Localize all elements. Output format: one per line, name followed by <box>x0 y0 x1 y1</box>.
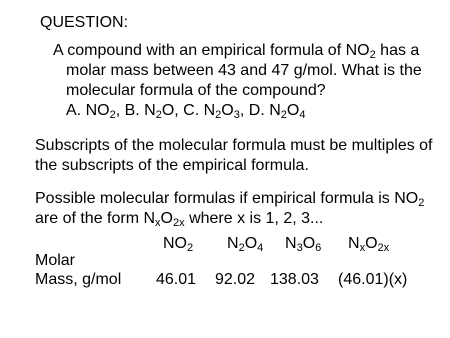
table-header-nxo2x: $N_xO_{2x}$ <box>348 235 390 254</box>
question-line-2: molar mass between 43 and 47 g/mol. What is the <box>66 62 422 79</box>
question-line-3: molecular formula of the compound? <box>66 82 326 99</box>
rule-line-1: Subscripts of the molecular formula must be multiples of <box>35 137 433 154</box>
rule-line-2: the subscripts of the empirical formula. <box>35 157 309 174</box>
value-n3o6: 138.03 <box>270 271 319 288</box>
option-a: A. $NO_2$ <box>66 102 116 121</box>
value-nxo2x: (46.01)(x) <box>338 271 408 288</box>
option-b: , B. $N_2O$, <box>115 102 179 121</box>
question-heading: QUESTION: <box>40 14 129 31</box>
value-n2o4: 92.02 <box>215 271 256 288</box>
row-label-line-1: Molar <box>35 252 76 269</box>
table-header-no2: $NO_2$ <box>163 235 194 254</box>
possible-line-1: Possible molecular formulas if empirical formula is $NO_2$ <box>35 190 425 209</box>
answer-options <box>66 101 305 120</box>
option-c: C. $N_2O_3$ <box>178 102 240 121</box>
table-header-n2o4: $N_2O_4$ <box>227 235 264 254</box>
option-d: , D. $N_2O_4$ <box>239 102 306 121</box>
question-line-1: A compound with an empirical formula of $NO_2$ has a <box>53 42 420 61</box>
table-header-n3o6: $N_3O_6$ <box>285 235 322 254</box>
possible-line-2: are of the form $N_xO_{2x}$ where x is 1, 2, 3... <box>35 210 324 229</box>
value-no2: 46.01 <box>156 271 197 288</box>
row-label-line-2: Mass, g/mol <box>35 271 122 288</box>
